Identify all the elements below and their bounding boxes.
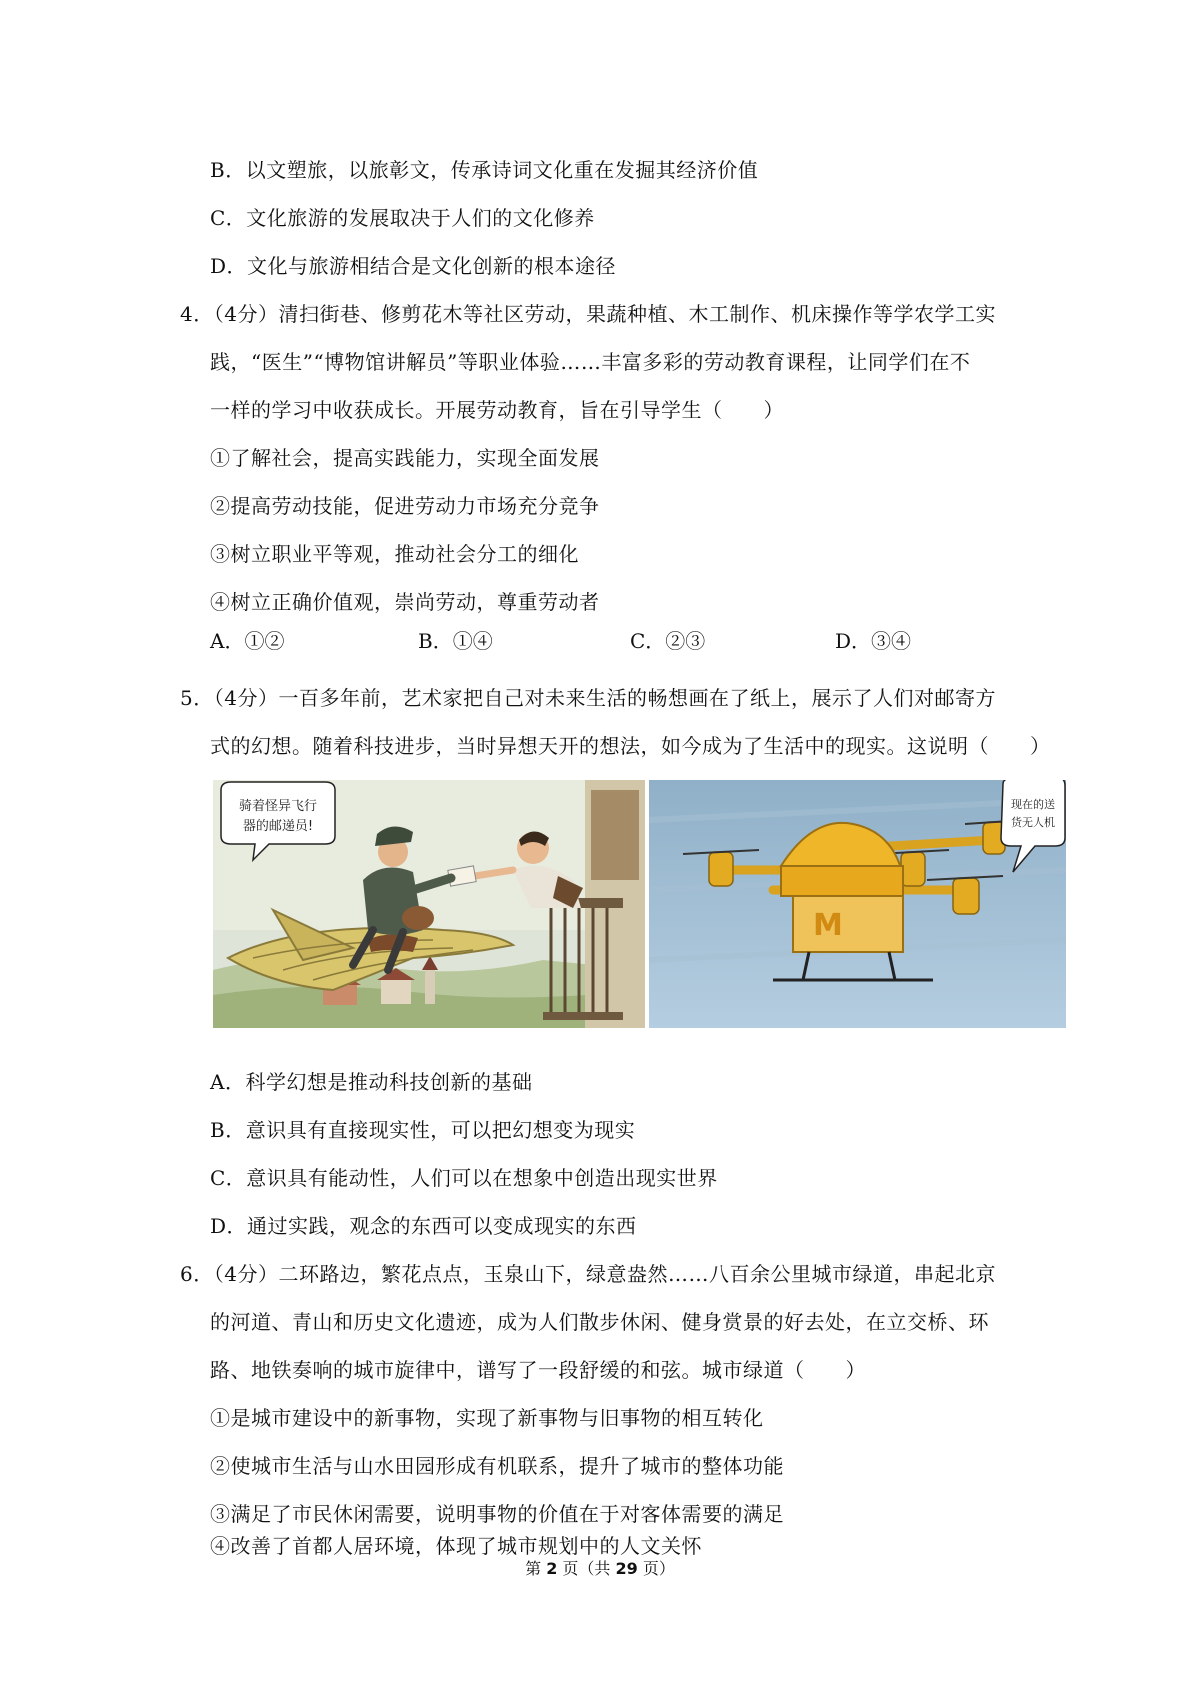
q3-option-b: B．以文塑旅，以旅彰文，传承诗词文化重在发掘其经济价值 [210, 158, 759, 182]
q5-comparison-figure [213, 780, 1066, 1028]
q6-item-4: ④改善了首都人居环境，体现了城市规划中的人文关怀 [210, 1534, 702, 1558]
right-bubble-line2: 货无人机 [1011, 816, 1055, 829]
q4-item-1: ①了解社会，提高实践能力，实现全面发展 [210, 446, 600, 470]
q5-stem-line2: 式的幻想。随着科技进步，当时异想天开的想法，如今成为了生活中的现实。这说明（ ） [210, 734, 1051, 758]
q3-option-d: D．文化与旅游相结合是文化创新的根本途径 [210, 254, 617, 278]
q4-choice-a: A．①② [210, 629, 285, 653]
page-footer [0, 1558, 1200, 1580]
q6-stem-line1: 6．（4分）二环路边，繁花点点，玉泉山下，绿意盎然……八百余公里城市绿道，串起北京 [180, 1262, 996, 1286]
left-bubble-line2: 器的邮递员! [242, 819, 314, 834]
q5-option-a: A．科学幻想是推动科技创新的基础 [210, 1070, 533, 1094]
q4-item-3: ③树立职业平等观，推动社会分工的细化 [210, 542, 579, 566]
footer-middle: 页（共 [562, 1559, 611, 1578]
q5-option-c: C．意识具有能动性，人们可以在想象中创造出现实世界 [210, 1166, 718, 1190]
q6-stem-line3: 路、地铁奏响的城市旋律中，谱写了一段舒缓的和弦。城市绿道（ ） [210, 1358, 866, 1382]
footer-prefix: 第 [525, 1559, 542, 1578]
q4-stem-line3: 一样的学习中收获成长。开展劳动教育，旨在引导学生（ ） [210, 398, 784, 422]
delivery-drone-photo [649, 780, 1066, 1028]
q4-stem-line2: 践，“医生”“博物馆讲解员”等职业体验……丰富多彩的劳动教育课程，让同学们在不 [210, 350, 971, 374]
q6-stem-line2: 的河道、青山和历史文化遗迹，成为人们散步休闲、健身赏景的好去处，在立交桥、环 [210, 1310, 989, 1334]
q4-choice-c: C．②③ [630, 629, 706, 653]
q5-stem-line1: 5．（4分）一百多年前，艺术家把自己对未来生活的畅想画在了纸上，展示了人们对邮寄方 [180, 686, 996, 710]
footer-page-number: 2 [546, 1559, 558, 1578]
q4-choices [210, 627, 930, 655]
right-bubble-line1: 现在的送 [1011, 798, 1055, 811]
q4-stem-line1: 4．（4分）清扫街巷、修剪花木等社区劳动，果蔬种植、木工制作、机床操作等学农学工实 [180, 302, 996, 326]
q5-option-d: D．通过实践，观念的东西可以变成现实的东西 [210, 1214, 637, 1238]
vintage-flying-postman-illustration [213, 780, 645, 1028]
q4-choice-d: D．③④ [835, 629, 912, 653]
q3-option-c: C．文化旅游的发展取决于人们的文化修养 [210, 206, 595, 230]
q4-item-4: ④树立正确价值观，崇尚劳动，尊重劳动者 [210, 590, 600, 614]
q6-item-2: ②使城市生活与山水田园形成有机联系，提升了城市的整体功能 [210, 1454, 784, 1478]
package-logo-icon: M [813, 908, 843, 943]
q4-item-2: ②提高劳动技能，促进劳动力市场充分竞争 [210, 494, 600, 518]
q5-option-b: B．意识具有直接现实性，可以把幻想变为现实 [210, 1118, 636, 1142]
q4-choice-b: B．①④ [418, 629, 493, 653]
q6-item-1: ①是城市建设中的新事物，实现了新事物与旧事物的相互转化 [210, 1406, 764, 1430]
left-bubble-line1: 骑着怪异飞行 [238, 799, 318, 814]
footer-total-pages: 29 [615, 1559, 638, 1578]
q6-item-3: ③满足了市民休闲需要，说明事物的价值在于对客体需要的满足 [210, 1502, 784, 1526]
footer-suffix: 页） [642, 1559, 675, 1578]
